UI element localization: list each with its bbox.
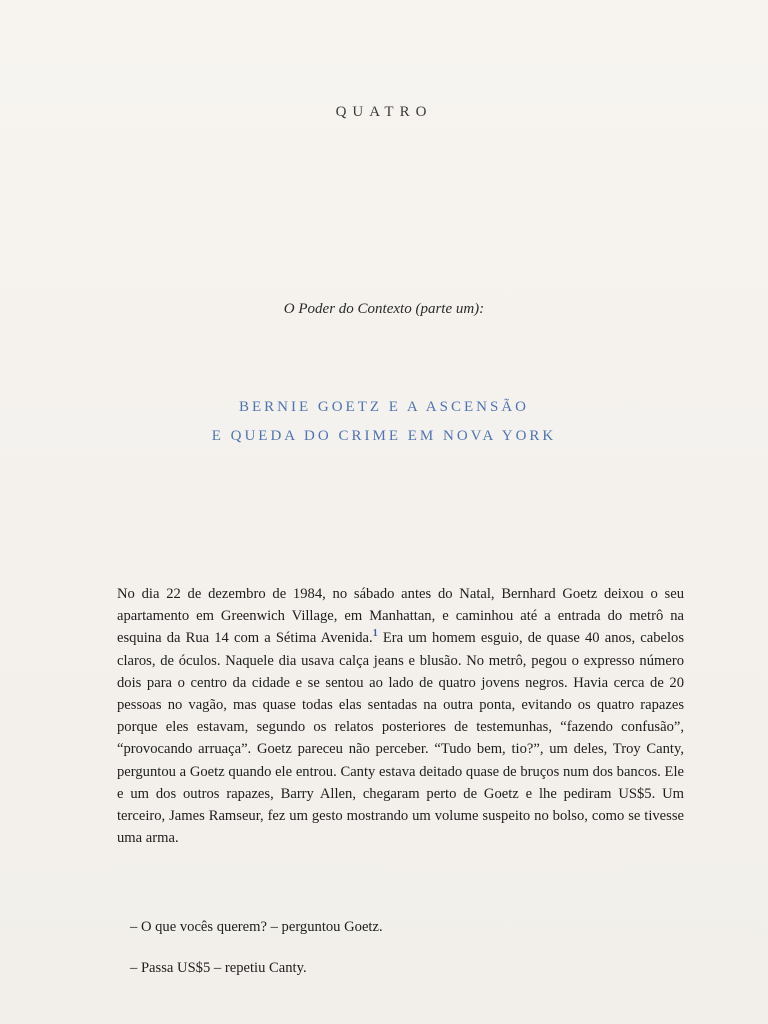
dialogue-line-2: – Passa US$5 – repetiu Canty. xyxy=(130,960,307,976)
chapter-label: QUATRO xyxy=(335,104,433,120)
footnote-marker[interactable]: 1 xyxy=(372,628,378,640)
body-paragraph xyxy=(117,583,684,849)
paragraph-text-part-1: No dia 22 de dezembro de 1984, no sábado antes do Natal, Bernhard Goetz deixou o seu apartamento em Greenwich Village, em Manhattan, e caminhou até a entrada do metrô na esquina da Rua 14 com a Sétima Avenida. xyxy=(117,586,684,647)
dialogue-line-1: – O que vocês querem? – perguntou Goetz. xyxy=(130,919,383,935)
part-title: O Poder do Contexto (parte um): xyxy=(283,301,485,317)
paragraph xyxy=(117,583,684,849)
chapter-title-line-2: E QUEDA DO CRIME EM NOVA YORK xyxy=(211,428,557,444)
paragraph-text-part-2: Era um homem esguio, de quase 40 anos, cabelos claros, de óculos. Naquele dia usava calça jeans e blusão. No metrô, pegou o expresso número dois para o centro da cidade e se sentou ao lado de quatro jovens negros. Havia cerca de 20 pessoas no vagão, mas quase todas elas sentadas na outra ponta, evitando os quatro rapazes porque eles estavam, segundo os relatos posteriores de testemunhas, “fazendo confusão”, “provocando arruaça”. Goetz pareceu não perceber. “Tudo bem, tio?”, um deles, Troy Canty, perguntou a Goetz quando ele entrou. Canty estava deitado quase de bruços num dos bancos. Ele e um dos outros rapazes, Barry Allen, chegaram perto de Goetz e lhe pediram US$5. Um terceiro, James Ramseur, fez um gesto mostrando um volume suspeito no bolso, como se tivesse uma arma. xyxy=(117,630,685,847)
chapter-title-line-1: BERNIE GOETZ E A ASCENSÃO xyxy=(238,399,529,415)
